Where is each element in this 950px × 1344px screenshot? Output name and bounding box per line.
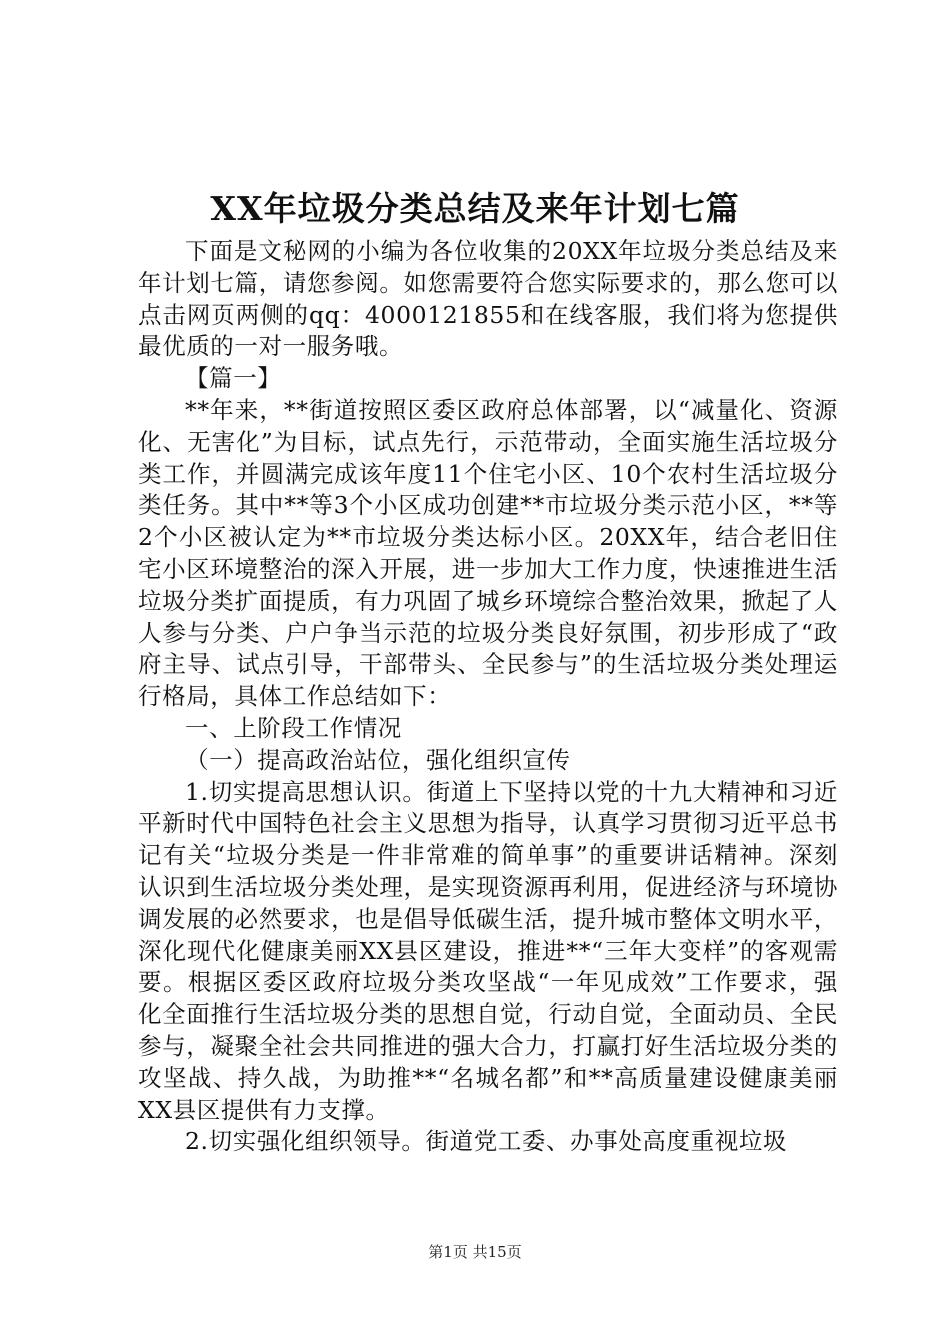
heading-part-one: 一、上阶段工作情况	[185, 713, 402, 742]
document-body	[138, 236, 838, 1158]
paragraph-item-two: 2.切实强化组织领导。街道党工委、办事处高度重视垃圾	[185, 1127, 788, 1156]
paragraph-item-one: 1.切实提高思想认识。街道上下坚持以党的十九大精神和习近平新时代中国特色社会主义思想为指导，认真学习贯彻习近平总书记有关“垃圾分类是一件非常难的简单事”的重要讲话精神。深刻认识到生活垃圾分类处理，是实现资源再利用，促进经济与环境协调发展的必然要求，也是倡导低碳生活，提升城市整体文明水平，深化现代化健康美丽XX县区建设，推进**“三年大变样”的客观需要。根据区委区政府垃圾分类攻坚战“一年见成效”工作要求，强化全面推行生活垃圾分类的思想自觉，行动自觉，全面动员、全民参与，凝聚全社会共同推进的强大合力，打赢打好生活垃圾分类的攻坚战、持久战，为助推**“名城名都”和**高质量建设健康美丽XX县区提供有力支撑。	[138, 777, 838, 1124]
page-footer: 第1页 共15页	[428, 1243, 522, 1261]
heading-subsection-one: （一）提高政治站位，强化组织宣传	[185, 745, 571, 774]
document-title: XX年垃圾分类总结及来年计划七篇	[210, 189, 740, 228]
paragraph-intro: 下面是文秘网的小编为各位收集的20XX年垃圾分类总结及来年计划七篇，请您参阅。如您需要符合您实际要求的，那么您可以点击网页两侧的qq：4000121855和在线客服，我们将为您提供最优质的一对一服务哦。	[138, 237, 838, 361]
paragraph-section-label: 【篇一】	[185, 364, 282, 393]
paragraph-summary: **年来，**街道按照区委区政府总体部署，以“减量化、资源化、无害化”为目标，试点先行，示范带动，全面实施生活垃圾分类工作，并圆满完成该年度11个住宅小区、10个农村生活垃圾分类任务。其中**等3个小区成功创建**市垃圾分类示范小区，**等2个小区被认定为**市垃圾分类达标小区。20XX年，结合老旧住宅小区环境整治的深入开展，进一步加大工作力度，快速推进生活垃圾分类扩面提质，有力巩固了城乡环境综合整治效果，掀起了人人参与分类、户户争当示范的垃圾分类良好氛围，初步形成了“政府主导、试点引导，干部带头、全民参与”的生活垃圾分类处理运行格局，具体工作总结如下：	[138, 395, 838, 711]
